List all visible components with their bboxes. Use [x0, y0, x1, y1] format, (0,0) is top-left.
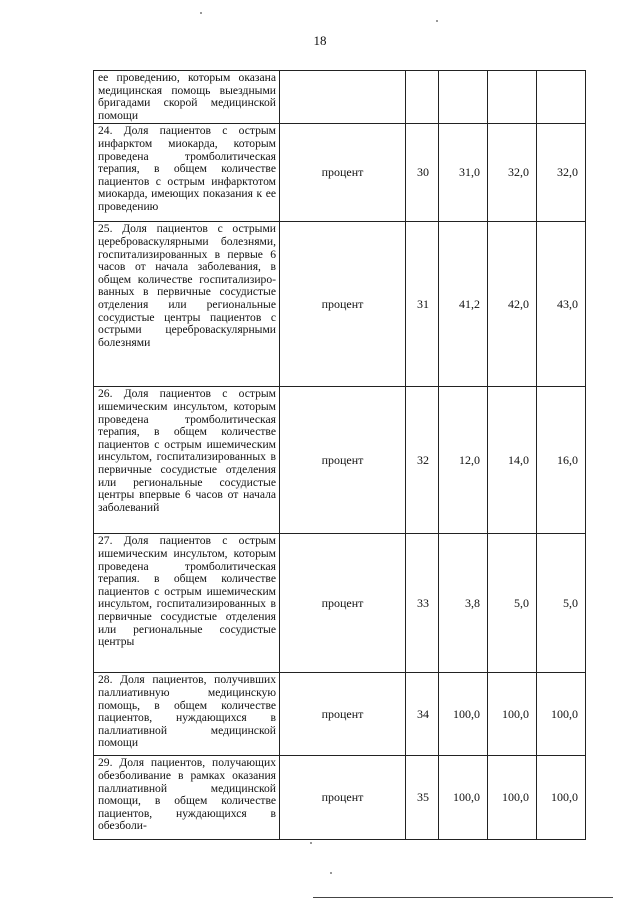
unit-cell: процент	[280, 534, 406, 673]
value-cell-1: 31,0	[439, 124, 488, 222]
value-cell-3: 16,0	[537, 387, 586, 534]
value-cell-1	[439, 71, 488, 124]
table-row	[94, 124, 586, 222]
value-cell-2: 100,0	[488, 673, 537, 756]
value-cell-1: 100,0	[439, 673, 488, 756]
indicators-table	[93, 70, 586, 840]
value-cell-2	[488, 71, 537, 124]
value-cell-2: 32,0	[488, 124, 537, 222]
row-number-cell: 31	[406, 222, 439, 387]
value-cell-3: 43,0	[537, 222, 586, 387]
table-row	[94, 387, 586, 534]
scan-speck	[310, 842, 312, 844]
indicator-name: 24. Доля пациентов с острым инфарктом миокарда, которым проведена тромболитическая терапия, в общем количестве пациентов с острым инфарктотом миокарда, имеющих показания к ее проведению	[94, 124, 280, 222]
table-row	[94, 222, 586, 387]
row-number-cell: 35	[406, 756, 439, 840]
value-cell-2: 14,0	[488, 387, 537, 534]
unit-cell: процент	[280, 756, 406, 840]
indicator-name: 27. Доля пациентов с острым ишемическим инсультом, которым проведена тромболитическая терапия. в общем количестве пациентов с острым ишемическим инсультом, госпитализированных в первичные сосудистые отделения или региональные сосудистые центры	[94, 534, 280, 673]
unit-cell	[280, 71, 406, 124]
row-number-cell: 34	[406, 673, 439, 756]
row-number-cell: 33	[406, 534, 439, 673]
table-row	[94, 756, 586, 840]
unit-cell: процент	[280, 222, 406, 387]
table-row	[94, 673, 586, 756]
unit-cell: процент	[280, 673, 406, 756]
table-row	[94, 71, 586, 124]
value-cell-3	[537, 71, 586, 124]
row-number-cell: 30	[406, 124, 439, 222]
value-cell-1: 100,0	[439, 756, 488, 840]
value-cell-2: 42,0	[488, 222, 537, 387]
value-cell-2: 5,0	[488, 534, 537, 673]
scan-speck	[436, 20, 438, 22]
value-cell-2: 100,0	[488, 756, 537, 840]
value-cell-1: 12,0	[439, 387, 488, 534]
row-number-cell: 32	[406, 387, 439, 534]
scan-speck	[330, 872, 332, 874]
value-cell-3: 100,0	[537, 673, 586, 756]
indicator-name: 29. Доля пациентов, получающих обезболивание в рамках оказания паллиативной медицинской помощи, в общем количестве пациентов, нуждающихся в обезболи-	[94, 756, 280, 840]
row-number-cell	[406, 71, 439, 124]
indicator-name: 26. Доля пациентов с острым ишемическим инсультом, которым проведена тромболитическая терапия, в общем количестве пациентов с острым ишемическим инсультом, госпитализированных в первичные сосудистые отделения или региональные сосудистые центры впервые 6 часов от начала заболеваний	[94, 387, 280, 534]
value-cell-1: 41,2	[439, 222, 488, 387]
unit-cell: процент	[280, 124, 406, 222]
indicator-name: 28. Доля пациентов, получивших паллиативную медицинскую помощь, в общем количестве пациентов, нуждающихся в паллиативной медицинской помощи	[94, 673, 280, 756]
footer-rule	[313, 897, 613, 898]
table-row	[94, 534, 586, 673]
value-cell-3: 5,0	[537, 534, 586, 673]
indicator-name: 25. Доля пациентов с острыми цереброваскулярными болезнями, госпитализированных в первые 6 часов от начала заболевания, в общем количестве госпитализированных в первичные сосудистые отделения или региональные сосудистые центры пациентов с острыми цереброваскулярными болезнями	[94, 222, 280, 387]
scan-speck	[200, 12, 202, 14]
unit-cell: процент	[280, 387, 406, 534]
value-cell-3: 32,0	[537, 124, 586, 222]
value-cell-1: 3,8	[439, 534, 488, 673]
value-cell-3: 100,0	[537, 756, 586, 840]
indicator-name: ее проведению, которым оказана медицинская помощь выездными бригадами скорой медицинской помощи	[94, 71, 280, 124]
page-number: 18	[313, 33, 327, 48]
